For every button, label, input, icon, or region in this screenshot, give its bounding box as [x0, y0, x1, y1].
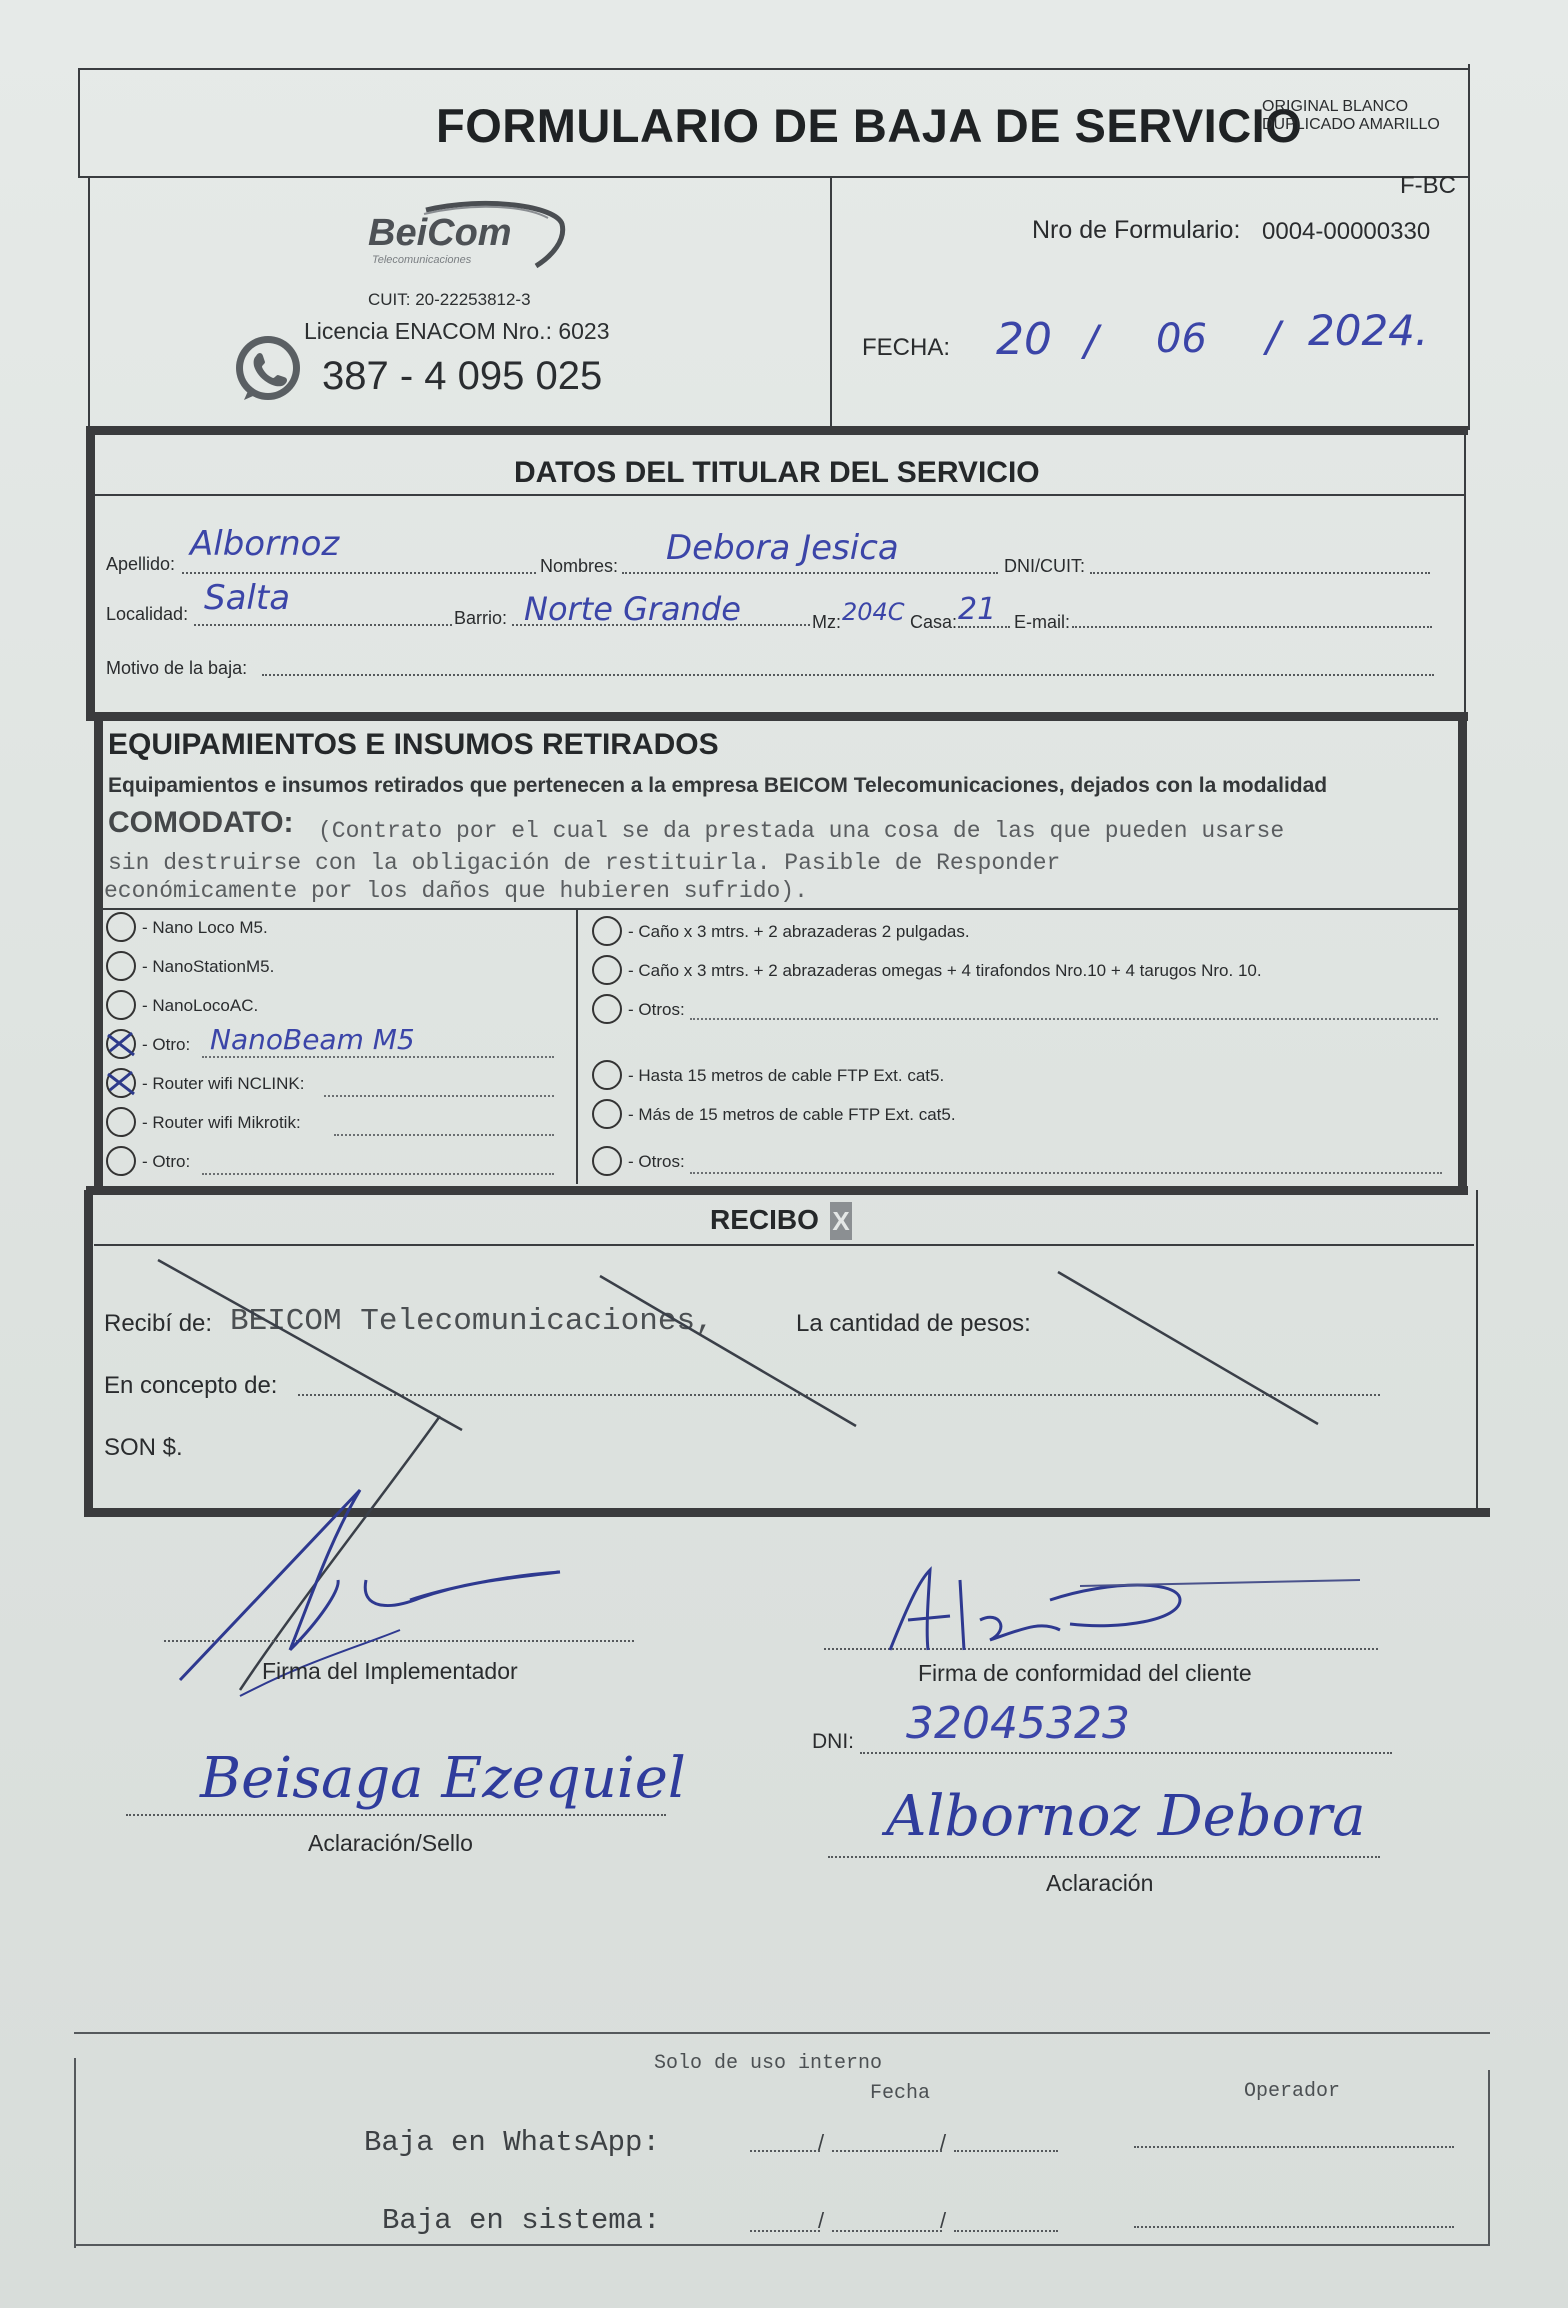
dni-label: DNI:: [812, 1730, 854, 1753]
client-signature: [880, 1560, 1400, 1670]
checklist-label: - Otros:: [628, 1000, 685, 1019]
form-number-value: 0004-00000330: [1262, 218, 1431, 245]
sistema-date-sep-2: /: [940, 2208, 947, 2233]
checklist-label: - Caño x 3 mtrs. + 2 abrazaderas 2 pulgadas.: [628, 922, 970, 941]
mz-label: Mz:: [812, 612, 841, 632]
whatsapp-date-month[interactable]: [832, 2150, 942, 2152]
whatsapp-date-sep-1: /: [818, 2130, 825, 2155]
company-license: Licencia ENACOM Nro.: 6023: [304, 318, 610, 344]
checklist-label: - Nano Loco M5.: [142, 918, 268, 937]
otro-1-value: NanoBeam M5: [210, 1023, 415, 1056]
aclaracion-label: Aclaración: [1046, 1870, 1154, 1896]
checklist-label: - NanoStationM5.: [142, 957, 275, 976]
date-year: 2024.: [1308, 306, 1429, 355]
comodato-line-3: económicamente por los daños que hubieren sufrido).: [104, 878, 808, 904]
dni-line: [860, 1752, 1392, 1754]
comodato-line-2: sin destruirse con la obligación de restituirla. Pasible de Responder: [108, 850, 1061, 876]
localidad-label: Localidad:: [106, 604, 189, 624]
client-signature-label: Firma de conformidad del cliente: [918, 1660, 1252, 1686]
logo-text: BeiCom: [368, 212, 512, 254]
aclaracion-sello-label: Aclaración/Sello: [308, 1830, 473, 1856]
comodato-label: COMODATO:: [108, 806, 294, 839]
checklist-label: - Router wifi Mikrotik:: [142, 1113, 301, 1132]
internal-fecha-header: Fecha: [870, 2082, 931, 2105]
dni-value: 32045323: [906, 1698, 1130, 1749]
checklist-label: - Otros:: [628, 1152, 685, 1171]
motivo-label: Motivo de la baja:: [106, 658, 248, 678]
nombres-label: Nombres:: [540, 556, 619, 576]
company-cuit: CUIT: 20-22253812-3: [368, 290, 531, 309]
son-label: SON $.: [104, 1434, 183, 1461]
baja-whatsapp-label: Baja en WhatsApp:: [364, 2126, 660, 2159]
checklist-label: - Más de 15 metros de cable FTP Ext. cat5.: [628, 1105, 956, 1124]
form-code: F-BC: [1400, 172, 1456, 199]
localidad-value: Salta: [204, 578, 291, 618]
logo-subtext: Telecomunicaciones: [372, 254, 472, 266]
receipt-title-mark: X: [830, 1202, 852, 1240]
comodato-line-1: (Contrato por el cual se da prestada una cosa de las que pueden usarse: [318, 818, 1285, 844]
recibi-label: Recibí de:: [104, 1310, 213, 1337]
barrio-value: Norte Grande: [524, 590, 741, 628]
checklist-label: - Router wifi NCLINK:: [142, 1074, 305, 1093]
whatsapp-date-day[interactable]: [750, 2150, 820, 2152]
concepto-label: En concepto de:: [104, 1372, 278, 1399]
sistema-date-year[interactable]: [954, 2230, 1058, 2232]
checklist-label: - Caño x 3 mtrs. + 2 abrazaderas omegas + 4 tirafondos Nro.10 + 4 tarugos Nro. 10.: [628, 961, 1262, 980]
internal-right-border: [1488, 2070, 1490, 2246]
form-title: FORMULARIO DE BAJA DE SERVICIO: [436, 99, 1303, 152]
checklist-label: - Hasta 15 metros de cable FTP Ext. cat5.: [628, 1066, 945, 1085]
equipment-section-title: EQUIPAMIENTOS E INSUMOS RETIRADOS: [108, 728, 719, 761]
date-day: 20: [996, 314, 1052, 365]
date-slash-1: /: [1084, 316, 1099, 365]
sistema-operador-line[interactable]: [1134, 2226, 1454, 2228]
internal-bottom-border: [74, 2244, 1490, 2246]
implementer-name-line: [126, 1814, 666, 1816]
equipment-intro: Equipamientos e insumos retirados que pertenecen a la empresa BEICOM Telecomunicaciones, dejados con la modalidad: [108, 774, 1328, 797]
internal-title: Solo de uso interno: [654, 2052, 883, 2075]
implementer-name: Beisaga Ezequiel: [200, 1746, 686, 1811]
date-label: FECHA:: [862, 334, 951, 361]
form-number-label: Nro de Formulario:: [1032, 216, 1241, 244]
internal-left-border: [74, 2058, 76, 2248]
whatsapp-operador-line[interactable]: [1134, 2146, 1454, 2148]
checklist-label: - Otro:: [142, 1035, 191, 1054]
copy-original-text: ORIGINAL BLANCO: [1262, 98, 1409, 115]
date-slash-2: /: [1266, 312, 1281, 361]
cantidad-label: La cantidad de pesos:: [796, 1310, 1031, 1337]
whatsapp-date-sep-2: /: [940, 2130, 947, 2155]
implementer-signature-label: Firma del Implementador: [262, 1658, 518, 1684]
internal-top-border: [74, 2032, 1490, 2034]
holder-section-title: DATOS DEL TITULAR DEL SERVICIO: [514, 456, 1040, 489]
receipt-section-title: RECIBO: [710, 1204, 819, 1235]
casa-value: 21: [958, 592, 997, 627]
apellido-value: Albornoz: [190, 524, 340, 564]
nombres-value: Debora Jesica: [666, 528, 899, 568]
copy-duplicate-text: DUPLICADO AMARILLO: [1262, 116, 1440, 133]
date-month: 06: [1156, 316, 1207, 362]
company-phone: 387 - 4 095 025: [322, 354, 603, 398]
whatsapp-date-year[interactable]: [954, 2150, 1058, 2152]
mz-value: 204C: [842, 598, 905, 626]
recibi-value: BEICOM Telecomunicaciones,: [230, 1304, 714, 1339]
checklist-label: - NanoLocoAC.: [142, 996, 259, 1015]
client-name: Albornoz Debora: [886, 1784, 1366, 1849]
barrio-label: Barrio:: [454, 608, 508, 628]
email-label: E-mail:: [1014, 612, 1071, 632]
client-name-line: [828, 1856, 1380, 1858]
checklist-label: - Otro:: [142, 1152, 191, 1171]
casa-label: Casa:: [910, 612, 958, 632]
sistema-date-sep-1: /: [818, 2208, 825, 2233]
sistema-date-month[interactable]: [832, 2230, 942, 2232]
dni-cuit-label: DNI/CUIT:: [1004, 556, 1085, 576]
sistema-date-day[interactable]: [750, 2230, 820, 2232]
baja-sistema-label: Baja en sistema:: [382, 2204, 661, 2237]
apellido-label: Apellido:: [106, 554, 176, 574]
internal-operador-header: Operador: [1244, 2080, 1341, 2103]
